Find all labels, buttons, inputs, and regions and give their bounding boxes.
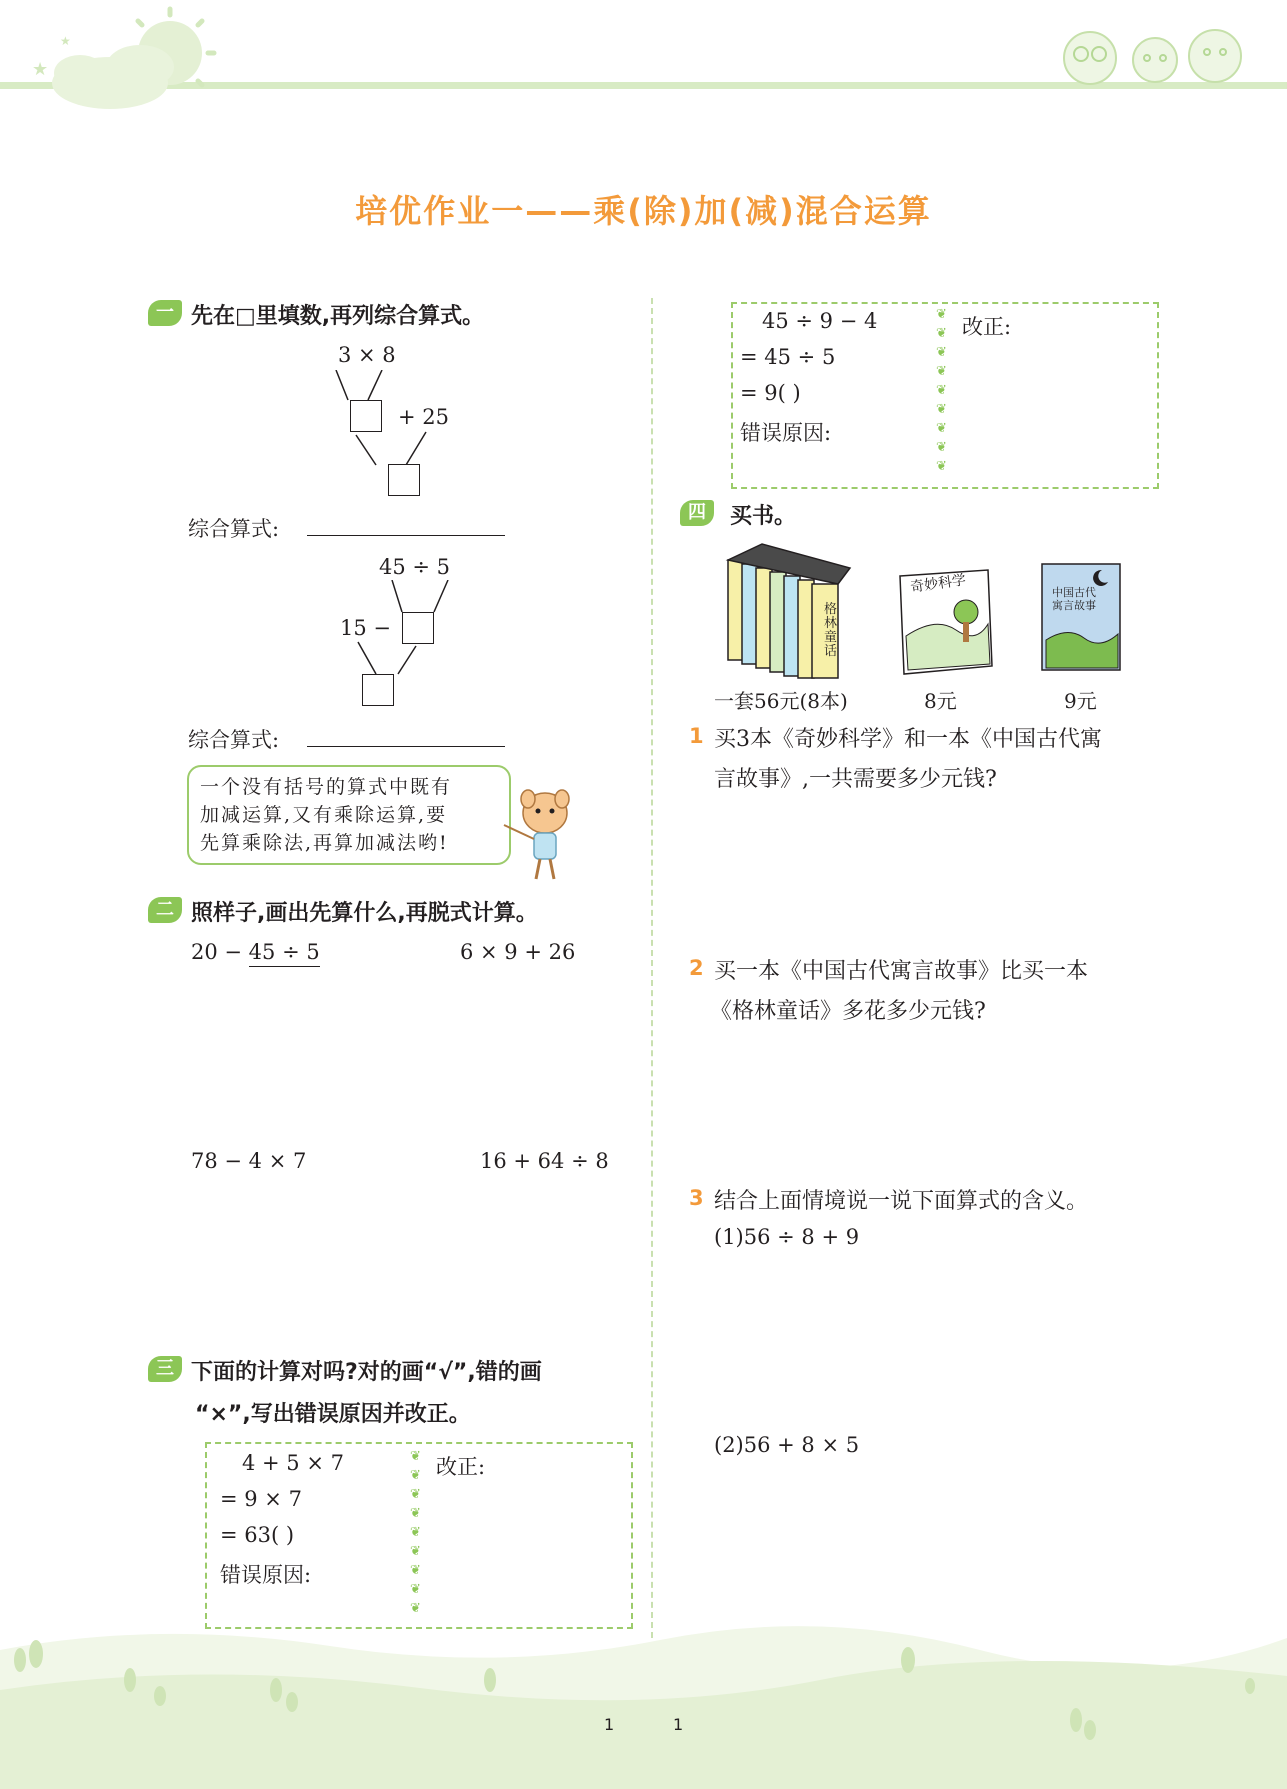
fairy-tale-book-set-illustration <box>722 540 862 680</box>
svg-text:★: ★ <box>60 34 71 48</box>
question-3-part-2: (2)56 + 8 × 5 <box>714 1433 860 1457</box>
tree2-left-operand: 15 − <box>340 616 391 640</box>
box-b-line-2: = 45 ÷ 5 <box>740 345 836 369</box>
page-title: 培优作业一——乘(除)加(减)混合运算 <box>355 192 932 230</box>
question-1-line-1: 买3本《奇妙科学》和一本《中国古代寓 <box>714 727 1102 752</box>
exercise-1-part-a: 20 − <box>191 940 249 964</box>
exercise-1 <box>191 940 320 964</box>
science-book-title: 奇妙科学 <box>909 572 967 596</box>
box-a-error-reason-label: 错误原因: <box>220 1563 312 1587</box>
sun-cloud-decoration <box>20 5 220 115</box>
section-3-instruction-line-1: 下面的计算对吗?对的画“√”,错的画 <box>191 1360 542 1385</box>
price-science-book: 8元 <box>924 689 957 713</box>
box-b-line-1: 45 ÷ 9 − 4 <box>762 309 878 333</box>
exercise-1-part-b: 45 ÷ 5 <box>249 940 320 967</box>
section-3-badge: 三 <box>148 1356 182 1382</box>
box-b-line-3: = 9( ) <box>740 381 801 405</box>
formula-answer-line-2[interactable] <box>307 746 505 747</box>
fables-book-title: 中国古代寓言故事 <box>1052 586 1096 612</box>
question-3-line-1: 结合上面情境说一说下面算式的含义。 <box>714 1189 1089 1214</box>
question-2-number: 2 <box>689 956 704 980</box>
question-2-line-1: 买一本《中国古代寓言故事》比买一本 <box>714 959 1089 984</box>
section-4-instruction: 买书。 <box>730 504 797 529</box>
tree1-answer-box-1[interactable] <box>350 400 382 432</box>
tree1-top-expression: 3 × 8 <box>338 343 396 367</box>
tree1-answer-box-2[interactable] <box>388 464 420 496</box>
leaf-vine-divider-b: ❦ ❦ ❦ ❦ ❦ ❦ ❦ ❦ ❦ <box>936 307 947 474</box>
question-3-part-1: (1)56 ÷ 8 + 9 <box>714 1225 860 1249</box>
footer-landscape-decoration <box>0 1610 1287 1789</box>
animal-faces-decoration <box>1055 18 1255 88</box>
leaf-vine-divider-a: ❦ ❦ ❦ ❦ ❦ ❦ ❦ ❦ ❦ <box>410 1449 421 1616</box>
tree2-answer-box-1[interactable] <box>402 612 434 644</box>
box-b-correction-label: 改正: <box>962 315 1012 339</box>
exercise-2: 6 × 9 + 26 <box>460 940 576 964</box>
tree1-right-operand: + 25 <box>398 405 449 429</box>
section-2-instruction: 照样子,画出先算什么,再脱式计算。 <box>191 901 538 926</box>
tip-line-3: 先算乘除法,再算加减法哟! <box>200 832 449 854</box>
column-divider <box>651 298 653 1638</box>
page-number-right: 1 <box>673 1715 684 1734</box>
formula-label-2: 综合算式: <box>188 728 280 752</box>
formula-label-1: 综合算式: <box>188 517 280 541</box>
tip-line-1: 一个没有括号的算式中既有 <box>200 776 453 798</box>
question-3-number: 3 <box>689 1186 704 1210</box>
section-2-badge: 二 <box>148 897 182 923</box>
question-1-number: 1 <box>689 724 704 748</box>
fables-book-illustration <box>1038 560 1126 678</box>
tip-line-2: 加减运算,又有乘除运算,要 <box>200 804 448 826</box>
section-4-badge: 四 <box>680 500 714 526</box>
question-1-line-2: 言故事》,一共需要多少元钱? <box>714 767 997 792</box>
box-a-correction-label: 改正: <box>436 1455 486 1479</box>
cartoon-mascot-illustration <box>500 785 590 885</box>
exercise-4: 16 + 64 ÷ 8 <box>480 1149 609 1173</box>
question-2-line-2: 《格林童话》多花多少元钱? <box>710 999 986 1024</box>
page-number-left: 1 <box>604 1715 615 1734</box>
box-b-error-reason-label: 错误原因: <box>740 421 832 445</box>
price-book-set: 一套56元(8本) <box>714 689 848 713</box>
tree2-answer-box-2[interactable] <box>362 674 394 706</box>
box-a-line-1: 4 + 5 × 7 <box>242 1451 344 1475</box>
box-a-line-2: = 9 × 7 <box>220 1487 302 1511</box>
book-set-spine-title: 格林童话 <box>824 602 838 659</box>
tree2-top-expression: 45 ÷ 5 <box>379 555 451 579</box>
formula-answer-line-1[interactable] <box>307 535 505 536</box>
section-1-instruction: 先在□里填数,再列综合算式。 <box>191 304 485 329</box>
svg-text:★: ★ <box>32 59 49 80</box>
exercise-3: 78 − 4 × 7 <box>191 1149 307 1173</box>
price-fables-book: 9元 <box>1064 689 1097 713</box>
section-1-badge: 一 <box>148 300 182 326</box>
box-a-line-3: = 63( ) <box>220 1523 295 1547</box>
section-3-instruction-line-2: “×”,写出错误原因并改正。 <box>195 1402 471 1427</box>
